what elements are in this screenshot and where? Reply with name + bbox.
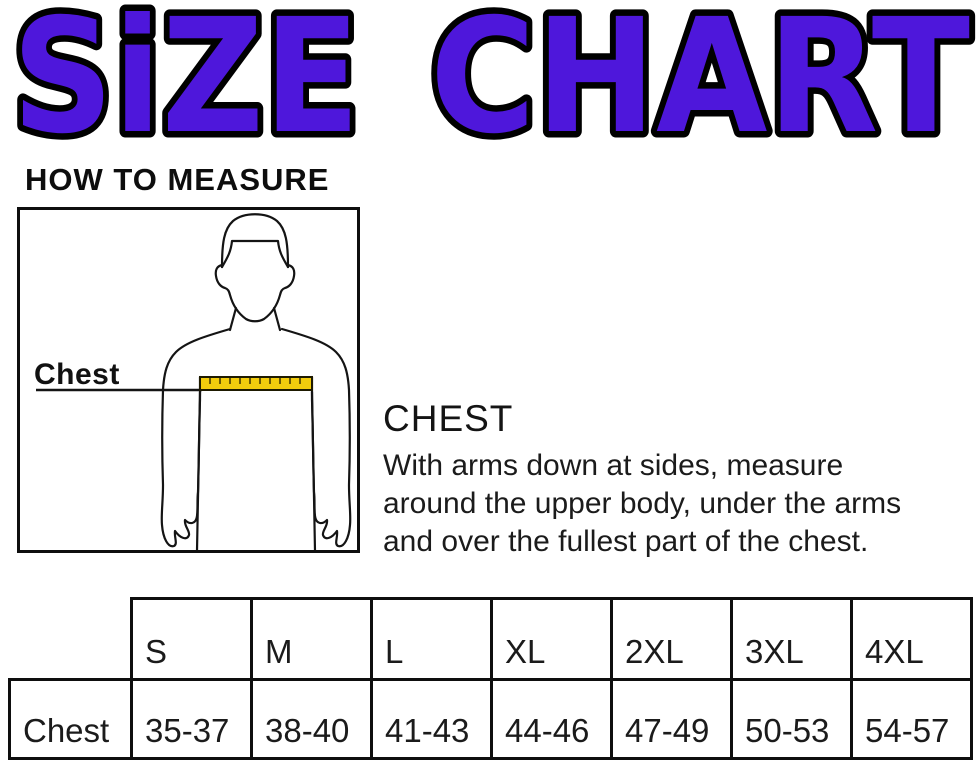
left-torso-line (197, 392, 200, 550)
title-banner (0, 0, 978, 158)
how-to-measure-heading: HOW TO MEASURE (25, 162, 330, 197)
table-corner-empty (10, 599, 132, 680)
size-column-header: M (252, 599, 372, 680)
measurement-figure-box (17, 207, 360, 553)
left-arm-outline (162, 329, 230, 546)
torso-illustration (20, 210, 357, 550)
size-table (8, 597, 973, 760)
right-arm-outline (282, 329, 350, 546)
row-label-chest: Chest (10, 680, 132, 759)
neck-right-line (274, 308, 280, 330)
chest-section-heading: CHEST (383, 398, 514, 439)
chest-range-cell: 35-37 (132, 680, 252, 759)
size-column-header: XL (492, 599, 612, 680)
chest-range-cell: 50-53 (732, 680, 852, 759)
chest-range-cell: 38-40 (252, 680, 372, 759)
right-torso-line (312, 392, 315, 550)
size-column-header: L (372, 599, 492, 680)
size-column-header: 4XL (852, 599, 972, 680)
measuring-tape (200, 377, 312, 390)
title-word-size: SiZE (12, 0, 360, 158)
size-table-chest-row (10, 680, 972, 759)
face-outline (216, 265, 295, 321)
chest-instructions (383, 447, 901, 561)
size-table-header-row (10, 599, 972, 680)
size-column-header: 3XL (732, 599, 852, 680)
instruction-line: and over the fullest part of the chest. (383, 525, 869, 558)
figure-chest-label: Chest (34, 358, 120, 391)
chest-range-cell: 44-46 (492, 680, 612, 759)
chest-range-cell: 41-43 (372, 680, 492, 759)
size-column-header: 2XL (612, 599, 732, 680)
instruction-line: around the upper body, under the arms (383, 487, 902, 520)
instruction-line: With arms down at sides, measure (383, 449, 844, 482)
chest-range-cell: 54-57 (852, 680, 972, 759)
head-fringe-line (222, 241, 288, 267)
chest-range-cell: 47-49 (612, 680, 732, 759)
title-word-chart: CHART (430, 0, 970, 158)
size-column-header: S (132, 599, 252, 680)
neck-left-line (230, 308, 236, 330)
